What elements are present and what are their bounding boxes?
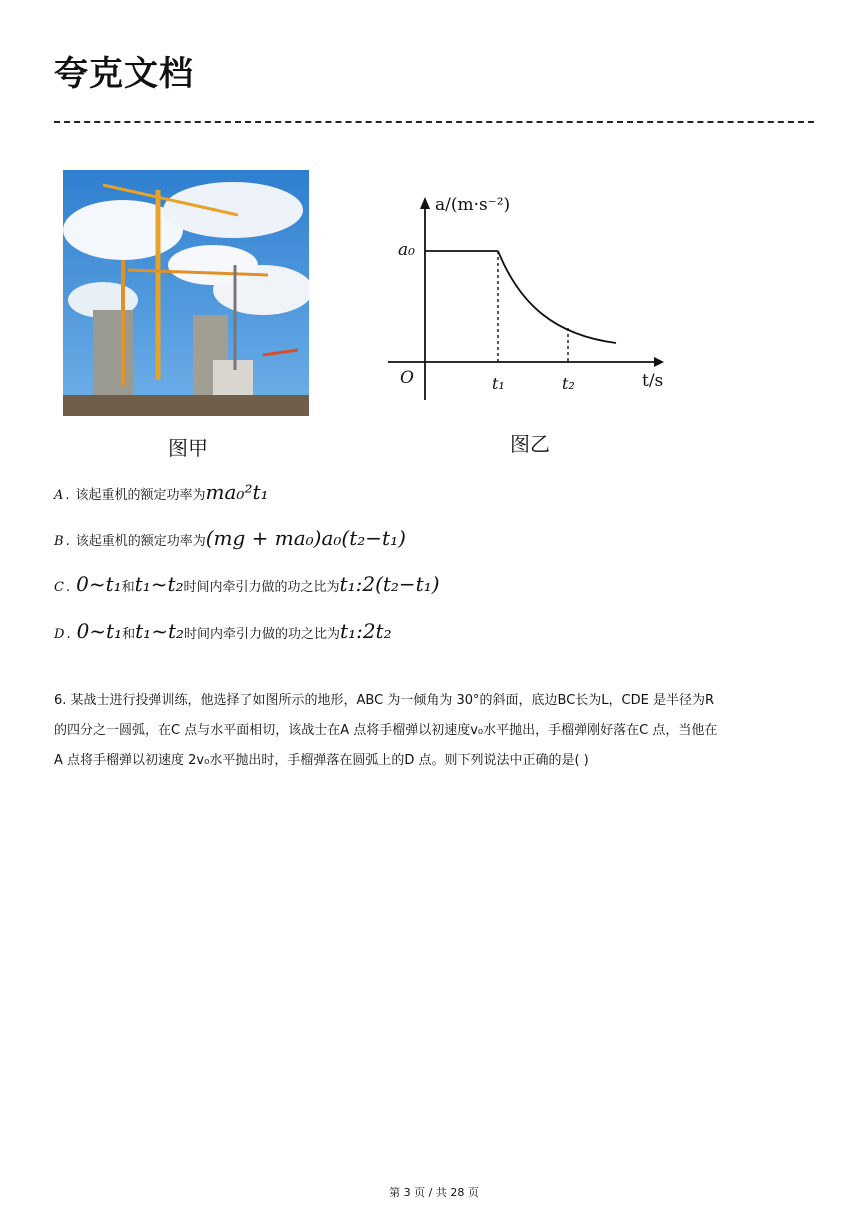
option-text: 时间内牵引力做的功之比为 bbox=[184, 627, 341, 642]
option-connector: 和 bbox=[121, 580, 135, 595]
option-letter: B bbox=[54, 534, 64, 549]
brand-logo: 夸克文档 bbox=[54, 54, 194, 94]
option-connector: 和 bbox=[122, 627, 136, 642]
crane-photo bbox=[63, 170, 309, 416]
option-d[interactable]: D . 0~t₁ 和 t₁~t₂ 时间内牵引力做的功之比为 t₁:2t₂ bbox=[54, 619, 392, 643]
a-axis-label: a/(m·s⁻²) bbox=[435, 195, 511, 215]
option-text: 该起重机的额定功率为 bbox=[75, 534, 206, 549]
option-interval-2: t₁~t₂ bbox=[135, 619, 185, 643]
option-interval-1: 0~t₁ bbox=[76, 619, 123, 643]
question-6 bbox=[54, 686, 814, 776]
question-6-line-2: 的四分之一圆弧，在C 点与水平面相切，该战士在A 点将手榴弹以初速度v₀水平抛出，手榴弹刚好落在C 点，当他在 bbox=[54, 723, 718, 738]
option-letter: A bbox=[54, 488, 64, 503]
option-letter: D bbox=[54, 627, 65, 642]
t-axis-arrow bbox=[654, 357, 664, 367]
option-interval-1: 0~t₁ bbox=[76, 572, 122, 596]
t-axis-label: t/s bbox=[642, 371, 664, 391]
page-footer: 第 3 页 / 共 28 页 bbox=[389, 1186, 479, 1199]
graph-caption: 图乙 bbox=[510, 432, 550, 456]
option-letter: C bbox=[54, 580, 64, 595]
option-formula: t₁:2t₂ bbox=[340, 619, 392, 643]
option-formula: (mg + ma₀)a₀(t₂−t₁) bbox=[205, 526, 406, 550]
a-axis-arrow bbox=[420, 197, 430, 209]
header-divider bbox=[54, 121, 814, 123]
option-text: 时间内牵引力做的功之比为 bbox=[183, 580, 340, 595]
option-a[interactable]: A . 该起重机的额定功率为 ma₀²t₁ bbox=[54, 480, 269, 504]
option-b[interactable]: B . 该起重机的额定功率为 (mg + ma₀)a₀(t₂−t₁) bbox=[54, 526, 406, 550]
question-6-line-1: 6. 某战士进行投弹训练，他选择了如图所示的地形，ABC 为一倾角为 30°的斜面，底边BC长为L，CDE 是半径为R bbox=[54, 693, 714, 708]
option-formula: t₁:2(t₂−t₁) bbox=[339, 572, 440, 596]
origin-label: O bbox=[400, 368, 414, 388]
option-c[interactable]: C . 0~t₁ 和 t₁~t₂ 时间内牵引力做的功之比为 t₁:2(t₂−t₁) bbox=[54, 572, 440, 596]
t1-label: t₁ bbox=[492, 374, 505, 393]
acceleration-time-graph bbox=[380, 185, 680, 410]
option-text: 该起重机的额定功率为 bbox=[75, 488, 206, 503]
question-6-line-3: A 点将手榴弹以初速度 2v₀水平抛出时，手榴弹落在圆弧上的D 点。则下列说法中正确的是( ) bbox=[54, 753, 589, 768]
a0-label: a₀ bbox=[398, 240, 415, 260]
t2-label: t₂ bbox=[562, 374, 575, 393]
option-formula: ma₀²t₁ bbox=[205, 480, 269, 504]
option-interval-2: t₁~t₂ bbox=[134, 572, 184, 596]
a-decay-curve bbox=[498, 251, 616, 343]
photo-caption: 图甲 bbox=[168, 436, 208, 460]
